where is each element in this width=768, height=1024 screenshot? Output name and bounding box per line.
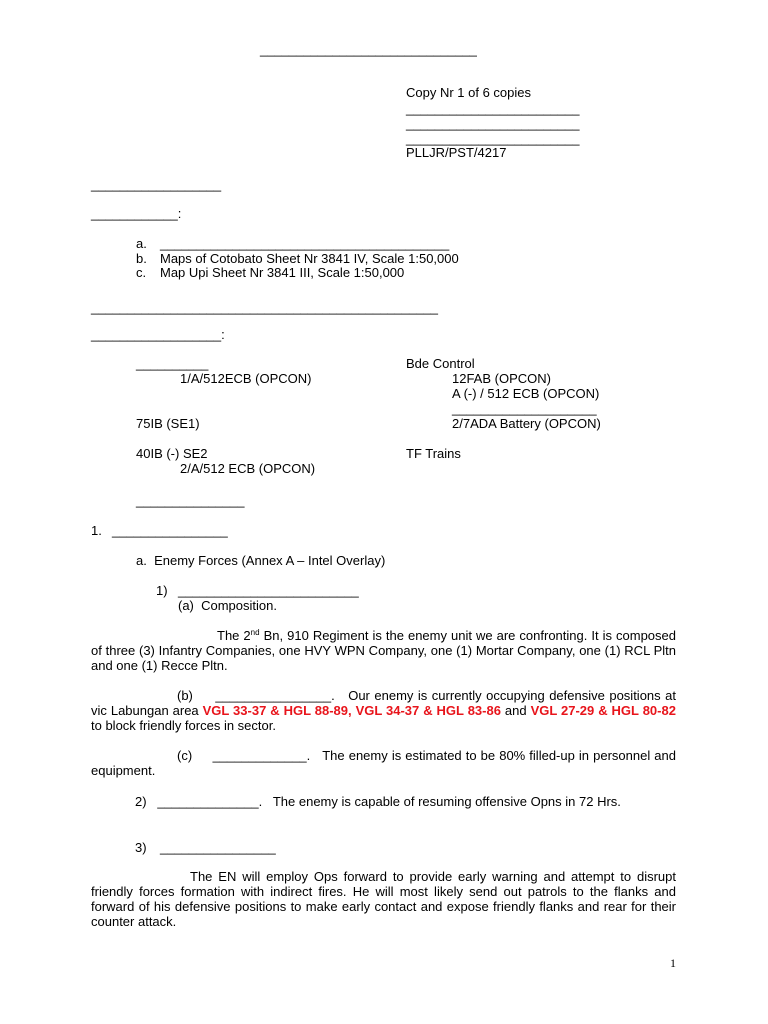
task-org-blank: _______________	[136, 493, 245, 508]
header-blank-line: ________________________	[406, 131, 580, 146]
task-org-unit: A (-) / 512 ECB (OPCON)	[452, 386, 600, 401]
task-org-unit: 2/A/512 ECB (OPCON)	[180, 461, 316, 476]
task-org-left-head: __________	[136, 356, 209, 371]
composition-heading: (a) Composition.	[178, 598, 277, 613]
item-title: _________________________	[178, 583, 359, 598]
document-title-blank: ______________________________	[260, 42, 477, 57]
separator-line: ________________________________________________	[91, 300, 439, 315]
reference-marker: a.	[136, 236, 147, 251]
header-blank-line: ________________________	[406, 116, 580, 131]
task-org-blank: ____________________	[452, 401, 597, 416]
grid-reference: VGL 33-37 & HGL 88-89, VGL 34-37 & HGL 83-86	[202, 703, 501, 718]
positions-paragraph: (b) ________________. Our enemy is currently occupying defensive positions at vic Labungan area VGL 33-37 & HGL 88-89, VGL 34-37 & HGL 83-86 and VGL 27-29 & HGL 80-82 to block friendly forces in sector.	[91, 688, 676, 733]
enemy-forces-heading: a. Enemy Forces (Annex A – Intel Overlay)	[136, 553, 386, 568]
task-org-unit: 12FAB (OPCON)	[452, 371, 551, 386]
task-org-unit: 2/7ADA Battery (OPCON)	[452, 416, 601, 431]
composition-paragraph: The 2nd Bn, 910 Regiment is the enemy unit we are confronting. It is composed of three (3) Infantry Companies, one HVY WPN Company, one (1) Mortar Company, one (1) RCL Pltn and one (1) Recce Pltn.	[91, 628, 676, 673]
strength-paragraph: (c) _____________. The enemy is estimated to be 80% filled-up in personnel and equipment.	[91, 748, 676, 778]
reference-c: Map Upi Sheet Nr 3841 III, Scale 1:50,000	[160, 265, 405, 280]
task-org-left-sub: 1/A/512ECB (OPCON)	[180, 371, 312, 386]
task-org-unit: TF Trains	[406, 446, 461, 461]
intro-blank: __________________	[91, 177, 222, 192]
reference-a: ________________________________________	[160, 236, 450, 251]
intro-blank: ____________:	[91, 206, 182, 221]
item-label: 3)	[135, 840, 147, 855]
reference-b: Maps of Cotobato Sheet Nr 3841 IV, Scale 1:50,000	[160, 251, 459, 266]
task-org-unit: 40IB (-) SE2	[136, 446, 208, 461]
grid-reference: VGL 27-29 & HGL 80-82	[530, 703, 676, 718]
task-organization-label: __________________:	[91, 327, 225, 342]
task-org-right-head: Bde Control	[406, 356, 475, 371]
section-number: 1.	[91, 523, 102, 538]
reference-marker: b.	[136, 251, 147, 266]
task-org-unit: 75IB (SE1)	[136, 416, 200, 431]
reference-marker: c.	[136, 265, 147, 280]
page-number: 1	[670, 956, 676, 970]
capability-paragraph: 2) ______________. The enemy is capable of resuming offensive Opns in 72 Hrs.	[135, 794, 621, 809]
section-title: ________________	[112, 523, 228, 538]
item-title: ________________	[160, 840, 276, 855]
enemy-action-paragraph: The EN will employ Ops forward to provide early warning and attempt to disrupt friendly forces formation with indirect fires. He will most likely send out patrols to the flanks and forward of his defensive positions to make early contact and expose friendly flanks and rear for their counter attack.	[91, 869, 676, 929]
copy-number: Copy Nr 1 of 6 copies	[406, 85, 532, 100]
item-label: 1)	[156, 583, 168, 598]
reference-number: PLLJR/PST/4217	[406, 145, 507, 160]
header-blank-line: ________________________	[406, 101, 580, 116]
